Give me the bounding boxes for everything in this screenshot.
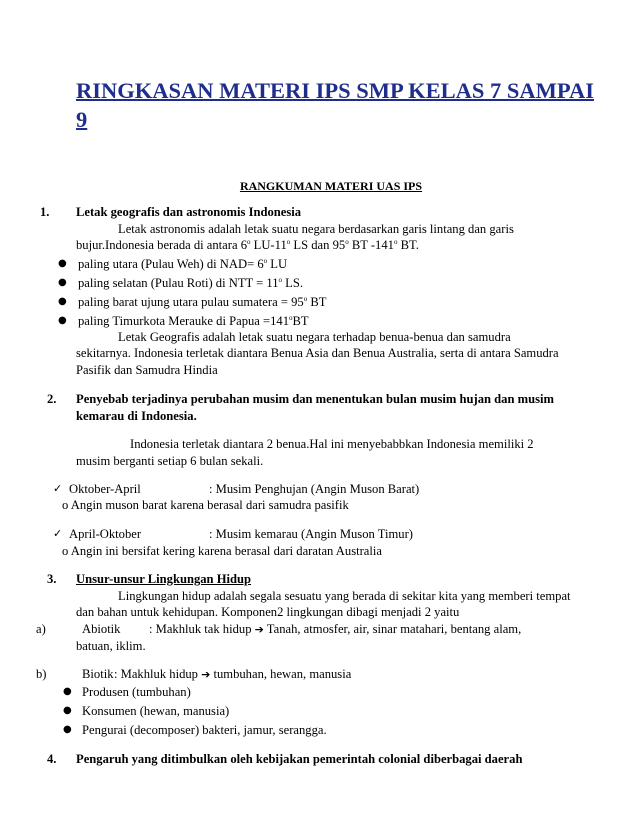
section-2-heading: Penyebab terjadinya perubahan musim dan menentukan bulan musim hujan dan musim (76, 392, 554, 406)
paragraph-line: dan bahan untuk kehidupan. Komponen2 lingkungan dibagi menjadi 2 yaitu (76, 605, 460, 619)
bullet-icon: ● (58, 315, 67, 326)
arrow-right-icon: ➔ (254, 623, 264, 636)
paragraph-line: sekitarnya. Indonesia terletak diantara Benua Asia dan Benua Australia, serta di antara Samudra (76, 346, 559, 360)
list-item-term: Abiotik (82, 622, 121, 636)
section-1-number: 1. (40, 205, 50, 219)
paragraph-line: Pasifik dan Samudra Hindia (76, 363, 218, 377)
section-3-number: 3. (47, 572, 57, 586)
checkmark-icon: ✓ (53, 482, 63, 495)
list-item: paling selatan (Pulau Roti) di NTT = $11^o$ LS. (78, 275, 304, 290)
list-marker: b) (36, 667, 47, 681)
section-4-heading: Pengaruh yang ditimbulkan oleh kebijakan pemerintah colonial diberbagai daerah (76, 752, 523, 766)
sub-list-item: o Angin muson barat karena berasal dari samudra pasifik (62, 498, 349, 512)
section-2-heading: kemarau di Indonesia. (76, 409, 197, 423)
bullet-icon: ● (63, 724, 72, 735)
paragraph-line: Indonesia terletak diantara 2 benua.Hal ini menyebabbkan Indonesia memiliki 2 (130, 437, 534, 451)
page-title: RINGKASAN MATERI IPS SMP KELAS 7 SAMPAI 9 (76, 78, 594, 132)
list-marker: a) (36, 622, 46, 636)
section-2-number: 2. (47, 392, 57, 406)
list-item-term: Biotik (82, 667, 114, 681)
list-item-description: : Makhluk hidup ➔ tumbuhan, hewan, manusia (114, 667, 352, 681)
bullet-icon: ● (58, 277, 67, 288)
bullet-icon: ● (63, 705, 72, 716)
list-item-term: Oktober-April (69, 482, 141, 496)
list-item: paling utara (Pulau Weh) di $NAD= 6^o$ LU (78, 256, 288, 271)
bullet-icon: ● (63, 686, 72, 697)
list-item: paling Timurkota Merauke di Papua $=141^oBT$ (78, 313, 309, 328)
list-item-description: : Musim kemarau (Angin Muson Timur) (209, 527, 413, 541)
paragraph-line: batuan, iklim. (76, 639, 146, 653)
bullet-icon: ● (58, 296, 67, 307)
list-item-description: : Makhluk tak hidup ➔ Tanah, atmosfer, air, sinar matahari, bentang alam, (149, 622, 522, 636)
paragraph-line: Lingkungan hidup adalah segala sesuatu yang berada di sekitar kita yang memberi tempat (118, 589, 571, 603)
section-3-heading: Unsur-unsur Lingkungan Hidup (76, 572, 252, 586)
arrow-right-icon: ➔ (201, 668, 211, 681)
list-item: paling barat ujung utara pulau sumatera = $95^o$ BT (78, 294, 327, 309)
list-item-term: April-Oktober (69, 527, 142, 541)
paragraph-line: Letak astronomis adalah letak suatu negara berdasarkan garis lintang dan garis (118, 222, 514, 236)
section-1-heading: Letak geografis dan astronomis Indonesia (76, 205, 302, 219)
list-item: Pengurai (decomposer) bakteri, jamur, serangga. (82, 723, 327, 737)
paragraph-line: musim berganti setiap 6 bulan sekali. (76, 454, 264, 468)
sub-list-item: o Angin ini bersifat kering karena berasal dari daratan Australia (62, 544, 382, 558)
bullet-icon: ● (58, 258, 67, 269)
section-subheading: RANGKUMAN MATERI UAS IPS (239, 179, 423, 193)
paragraph-line: bujur.Indonesia berada di antara 6$^o$ LU-11$^o$ LS dan 95$^o$ BT -141$^o$ BT. (76, 237, 419, 252)
section-4-number: 4. (47, 752, 57, 766)
checkmark-icon: ✓ (53, 527, 63, 540)
list-item: Produsen (tumbuhan) (82, 685, 191, 699)
paragraph-line: Letak Geografis adalah letak suatu negara terhadap benua-benua dan samudra (118, 330, 511, 344)
list-item: Konsumen (hewan, manusia) (82, 704, 230, 718)
list-item-description: : Musim Penghujan (Angin Muson Barat) (209, 482, 420, 496)
